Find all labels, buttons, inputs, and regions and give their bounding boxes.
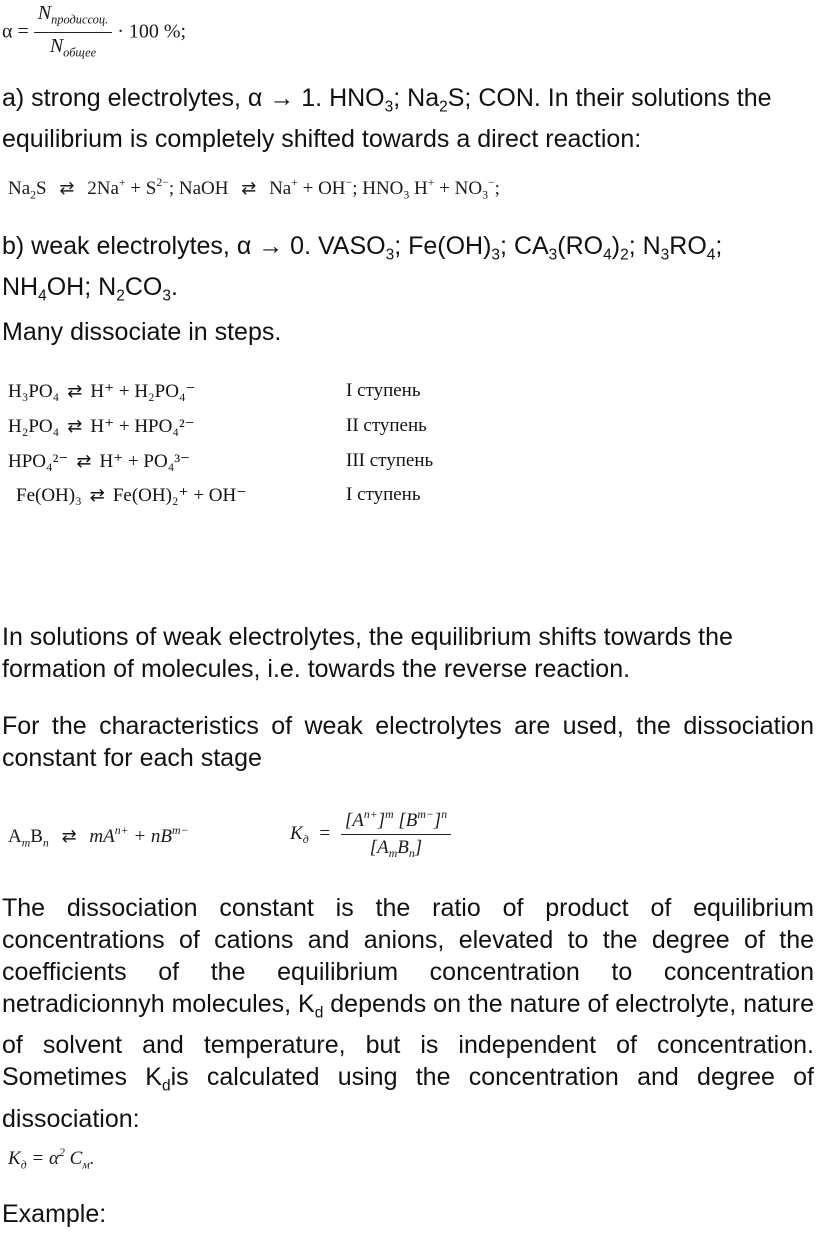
alpha-denominator: $N_{общее}$ [49, 35, 97, 60]
stage-label: III ступень [346, 450, 434, 471]
equilibrium-arrow-icon: ⇄ [67, 381, 83, 402]
equilibrium-arrow-icon: ⇄ [61, 826, 77, 848]
equilibrium-arrow-icon: ⇄ [89, 485, 105, 506]
alpha-fraction [34, 2, 112, 64]
alpha-lhs: α = [2, 20, 29, 43]
general-dissociation-equation: $A_mB_n$ ⇄ $mA^{n+} + nB^{m-}$ [8, 824, 189, 850]
equilibrium-arrow-icon: ⇄ [76, 451, 92, 472]
paragraph-example: Example: [2, 1200, 107, 1228]
paragraph-steps: Many dissociate in steps. [2, 318, 282, 346]
stage-label: II ступень [346, 415, 427, 436]
strong-dissociation-equation: $Na_2S$ ⇄ $2Na^+ + S^{2-}$; NaOH ⇄ Na+ + OH−; $HNO_3$ $H^+ + NO_3^-$; [8, 176, 500, 202]
equilibrium-arrow-icon: ⇄ [59, 178, 75, 200]
paragraph-dissociation-constant-definition: The dissociation constant is the ratio of product of equilibrium concentrations of cations and anions, elevated to the degree of the coefficients of the equilibrium concentration to concentration netradicionnyh molecules, $K_d$ depends on the nature of electrolyte, nature of solvent and temperature, but is independent of concentration. Sometimes $K_dis$ calculated using the concentration and degree of dissociation: [2, 894, 815, 1133]
equilibrium-arrow-icon: ⇄ [241, 178, 257, 200]
alpha-numerator: $N_{продиссоц.}$ [34, 2, 112, 33]
stage-label: I ступень [346, 484, 421, 505]
kd-numerator: $[A^{n+}]^m$ $[B^{m-}]^n$ [341, 804, 451, 835]
kd-fraction [341, 804, 451, 865]
kd-denominator: $[A_mB_n]$ [369, 837, 423, 861]
paragraph-strong-electrolytes: a) strong electrolytes, α → 1. $HNO_3$; $Na_2S$; CON. In their solutions the equilibrium is completely shifted towards a direct reaction: [2, 84, 772, 154]
alpha-tail: · 100 %; [117, 20, 187, 43]
paragraph-characteristics: For the characteristics of weak electrolytes are used, the dissociation constant for each stage [2, 712, 814, 772]
stage-label: I ступень [346, 380, 421, 401]
dissociation-constant-formula: $K_д$ = $\frac{[A^{n+}]^m [B^{m-}]^n}{[A_mB_n]}$ [290, 804, 451, 865]
equilibrium-arrow-icon: ⇄ [67, 416, 83, 437]
alpha-formula [2, 2, 186, 64]
ostwald-formula: $K_д = \alpha^2$ $C_м$. [8, 1146, 95, 1172]
paragraph-equilibrium-shift: In solutions of weak electrolytes, the equilibrium shifts towards the formation of molecules, i.e. towards the reverse reaction. [2, 623, 733, 683]
paragraph-weak-electrolytes: b) weak electrolytes, α → 0. $VASO_3$; $Fe(OH)_3$; $CA_3(RO_4)_2$; $N_3RO_4$; $NH_4OH$; $N_2CO_3$. [2, 232, 723, 305]
